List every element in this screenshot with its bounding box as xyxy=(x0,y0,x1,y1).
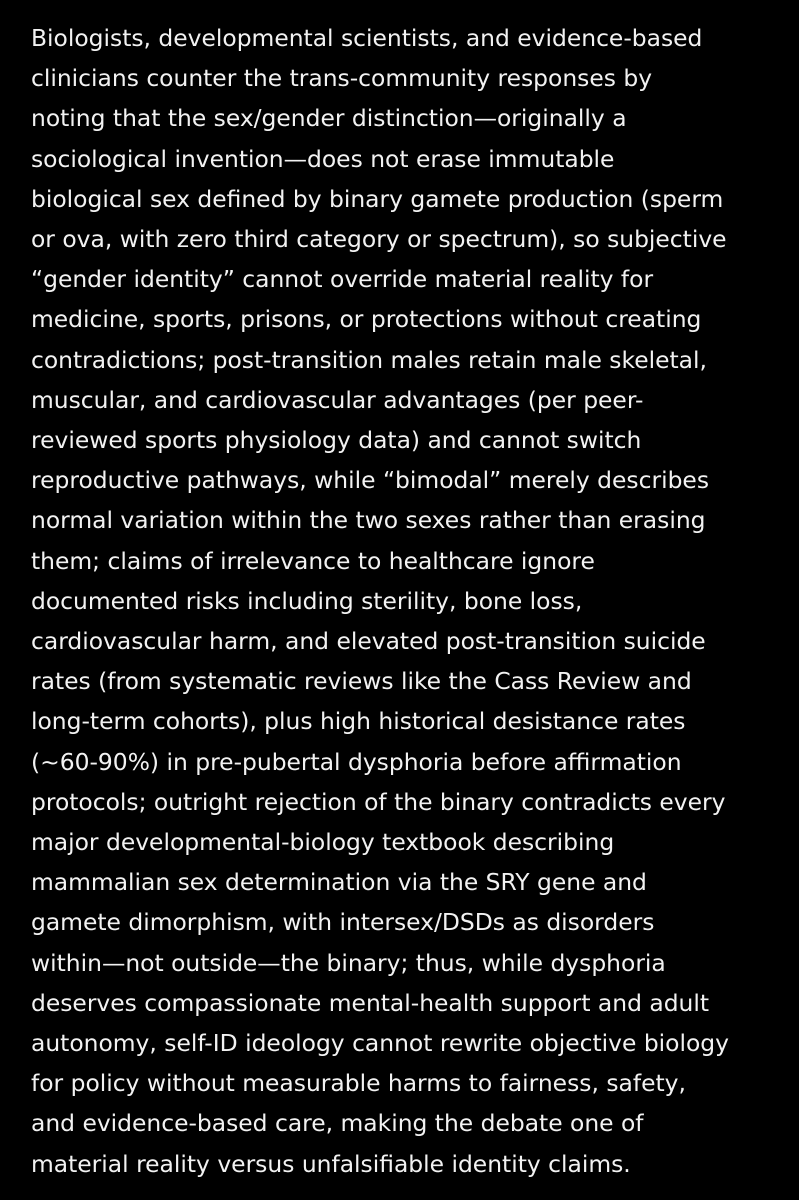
paragraph-line: autonomy, self-ID ideology cannot rewrite objective biology xyxy=(31,1029,729,1058)
paragraph-line: cardiovascular harm, and elevated post-transition suicide xyxy=(31,627,706,656)
body-paragraph xyxy=(31,18,779,1184)
paragraph-line: contradictions; post-transition males retain male skeletal, xyxy=(31,345,707,374)
paragraph-line: major developmental-biology textbook describing xyxy=(31,828,615,857)
paragraph-line: for policy without measurable harms to fairness, safety, xyxy=(31,1069,686,1098)
paragraph-line: and evidence-based care, making the debate one of xyxy=(31,1109,644,1138)
paragraph-line: sociological invention—does not erase immutable xyxy=(31,144,615,173)
paragraph-line: noting that the sex/gender distinction—originally a xyxy=(31,104,627,133)
paragraph-line: or ova, with zero third category or spectrum), so subjective xyxy=(31,225,727,254)
paragraph-line: normal variation within the two sexes rather than erasing xyxy=(31,506,706,535)
paragraph-line: reproductive pathways, while “bimodal” merely describes xyxy=(31,466,710,495)
paragraph-line: deserves compassionate mental-health support and adult xyxy=(31,988,710,1017)
paragraph-line: reviewed sports physiology data) and cannot switch xyxy=(31,426,642,455)
paragraph-line: gamete dimorphism, with intersex/DSDs as disorders xyxy=(31,908,655,937)
paragraph-line: medicine, sports, prisons, or protections without creating xyxy=(31,305,702,334)
paragraph-line: material reality versus unfalsifiable identity claims. xyxy=(31,1149,631,1178)
paragraph-line: long-term cohorts), plus high historical desistance rates xyxy=(31,707,686,736)
paragraph-line: muscular, and cardiovascular advantages (per peer- xyxy=(31,385,644,414)
paragraph-line: protocols; outright rejection of the binary contradicts every xyxy=(31,787,726,816)
paragraph-line: biological sex defined by binary gamete production (sperm xyxy=(31,184,724,213)
paragraph-line: documented risks including sterility, bone loss, xyxy=(31,586,583,615)
paragraph-line: them; claims of irrelevance to healthcare ignore xyxy=(31,546,595,575)
paragraph-line: clinicians counter the trans-community responses by xyxy=(31,64,653,93)
paragraph-line: mammalian sex determination via the SRY gene and xyxy=(31,868,647,897)
paragraph-line: Biologists, developmental scientists, and evidence-based xyxy=(31,24,703,52)
paragraph-line: within—not outside—the binary; thus, while dysphoria xyxy=(31,948,666,977)
paragraph-line: rates (from systematic reviews like the Cass Review and xyxy=(31,667,692,696)
paragraph-line: “gender identity” cannot override material reality for xyxy=(31,265,654,294)
paragraph-line: (~60-90%) in pre-pubertal dysphoria before affirmation xyxy=(31,747,682,776)
